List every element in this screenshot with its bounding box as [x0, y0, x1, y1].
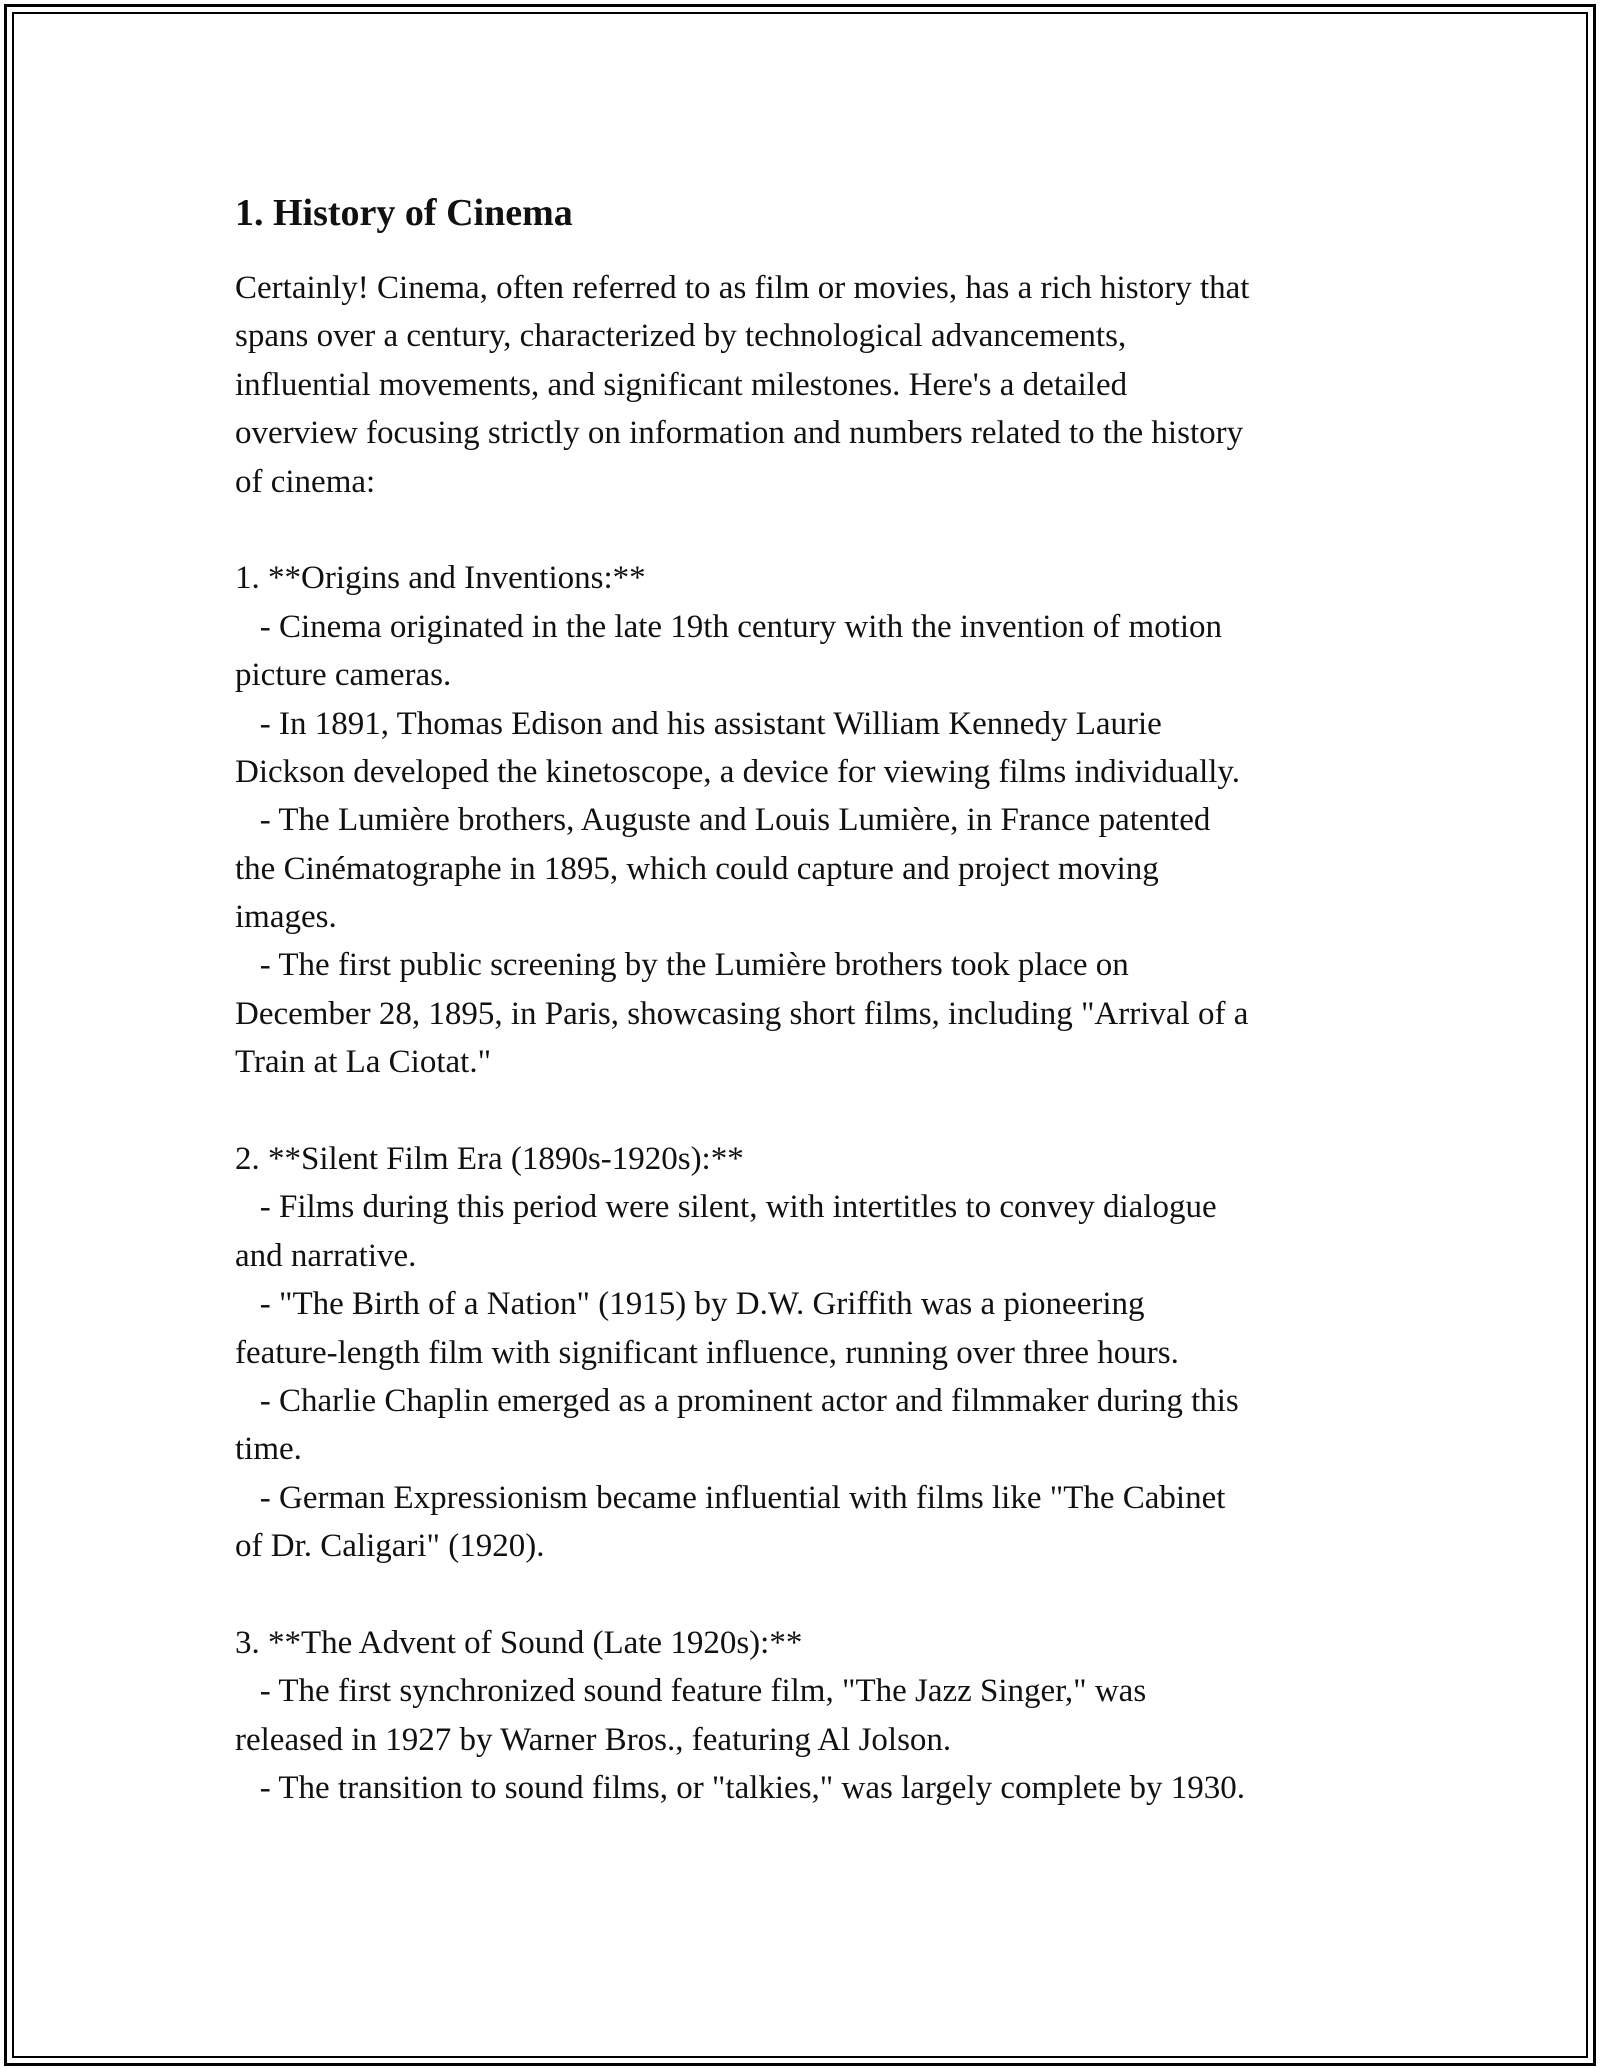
text-line: feature-length film with significant influence, running over three hours. [235, 1334, 1179, 1371]
text-line: released in 1927 by Warner Bros., featuring Al Jolson. [235, 1721, 952, 1758]
text-line: and narrative. [235, 1237, 417, 1274]
blank-line [235, 1571, 1375, 1619]
text-line: - Films during this period were silent, with intertitles to convey dialogue [235, 1189, 1217, 1226]
text-line: 2. **Silent Film Era (1890s-1920s):** [235, 1141, 744, 1178]
text-line: 3. **The Advent of Sound (Late 1920s):** [235, 1624, 803, 1661]
text-line: - German Expressionism became influential with films like "The Cabinet [235, 1479, 1226, 1516]
text-line: images. [235, 899, 337, 936]
document-body [235, 264, 1375, 1813]
text-line: - The Lumière brothers, Auguste and Louis Lumière, in France patented [235, 802, 1211, 839]
text-line: - Charlie Chaplin emerged as a prominent actor and filmmaker during this [235, 1382, 1239, 1419]
text-line: - "The Birth of a Nation" (1915) by D.W. Griffith was a pioneering [235, 1286, 1145, 1323]
blank-line [235, 1087, 1375, 1135]
text-line: Train at La Ciotat." [235, 1044, 492, 1081]
text-line: 1. **Origins and Inventions:** [235, 560, 646, 597]
text-line: time. [235, 1431, 302, 1468]
blank-line [235, 506, 1375, 554]
document-title: 1. History of Cinema [235, 192, 573, 234]
text-line: December 28, 1895, in Paris, showcasing short films, including "Arrival of a [235, 995, 1249, 1032]
document-content [235, 188, 1375, 1813]
text-line: the Cinématographe in 1895, which could capture and project moving [235, 850, 1159, 887]
text-line: spans over a century, characterized by technological advancements, [235, 318, 1127, 355]
text-line: - Cinema originated in the late 19th century with the invention of motion [235, 608, 1223, 645]
text-line: - The first public screening by the Lumière brothers took place on [235, 947, 1129, 984]
text-line: influential movements, and significant milestones. Here's a detailed [235, 366, 1128, 403]
text-line: of cinema: [235, 463, 376, 500]
text-line: - The first synchronized sound feature film, "The Jazz Singer," was [235, 1673, 1147, 1710]
text-line: Certainly! Cinema, often referred to as film or movies, has a rich history that [235, 270, 1250, 306]
text-line: - The transition to sound films, or "talkies," was largely complete by 1930. [235, 1770, 1246, 1807]
text-line: - In 1891, Thomas Edison and his assistant William Kennedy Laurie [235, 705, 1162, 742]
text-line: Dickson developed the kinetoscope, a device for viewing films individually. [235, 753, 1241, 790]
text-line: of Dr. Caligari" (1920). [235, 1528, 545, 1565]
text-line: picture cameras. [235, 657, 452, 694]
text-line: overview focusing strictly on information and numbers related to the history [235, 415, 1244, 452]
